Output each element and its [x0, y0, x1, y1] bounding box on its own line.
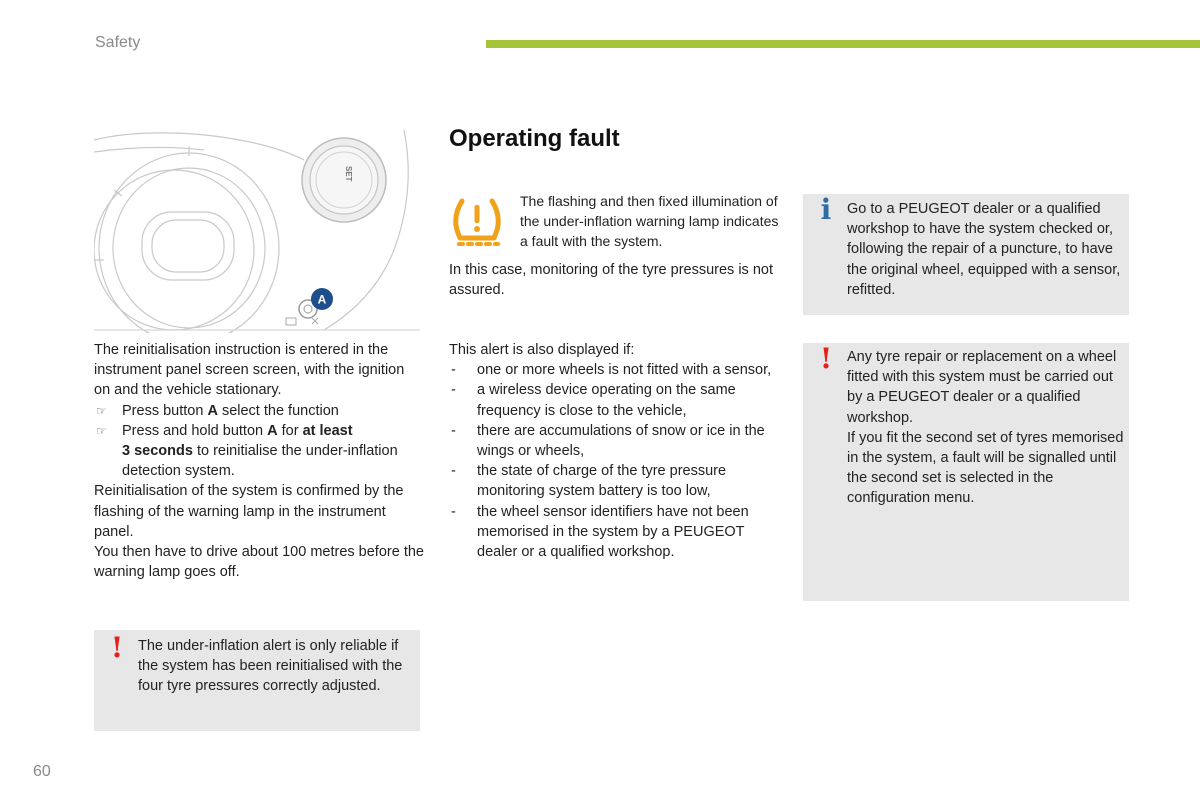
warning-exclamation-icon: !	[110, 631, 124, 664]
info-icon: i	[820, 193, 832, 226]
warning-lamp-description: The flashing and then fixed illumination of the under-inflation warning lamp indicates a fault with the system.	[520, 193, 779, 250]
page-number: 60	[33, 763, 51, 780]
instrument-panel-illustration	[94, 130, 420, 333]
alert-condition-item: - one or more wheels is not fitted with a sensor,	[451, 362, 772, 379]
alert-conditions-intro: This alert is also displayed if:	[449, 342, 635, 358]
svg-text:SET: SET	[344, 166, 353, 182]
tyre-repair-warning-note	[803, 343, 1129, 601]
alert-condition-item: - a wireless device operating on the same frequency is close to the vehicle,	[451, 382, 736, 419]
reinit-drive-note: You then have to drive about 100 metres before the warning lamp goes off.	[94, 544, 424, 581]
button-a-marker	[286, 288, 333, 325]
second-tyre-set-warning-text: If you fit the second set of tyres memorised in the system, a fault will be signalled until the second set is selected in the configuration menu.	[847, 429, 1124, 507]
reinit-intro: The reinitialisation instruction is entered in the instrument panel screen screen, with the ignition on and the vehicle stationary.	[94, 342, 405, 399]
section-accent-bar	[486, 40, 1200, 48]
pointing-finger-icon: ☞	[96, 403, 107, 418]
page-heading: Operating fault	[449, 125, 620, 152]
reinit-confirmation: Reinitialisation of the system is confirmed by the flashing of the warning lamp in the instrument panel.	[94, 483, 404, 540]
section-title: Safety	[95, 34, 141, 51]
dealer-info-text: Go to a PEUGEOT dealer or a qualified workshop to have the system checked or, following the repair of a puncture, to have the original wheel, equipped with a sensor, refitted.	[847, 201, 1121, 298]
dealer-info-note	[803, 194, 1129, 315]
reinit-step-1: ☞ Press button A select the function	[94, 401, 424, 421]
reliability-warning-text: The under-inflation alert is only reliable if the system has been reinitialised with the four tyre pressures correctly adjusted.	[138, 638, 403, 695]
alert-condition-item: - the wheel sensor identifiers have not been memorised in the system by a PEUGEOT dealer or a qualified workshop.	[451, 503, 749, 561]
tyre-pressure-warning-lamp-icon	[450, 195, 504, 249]
alert-conditions	[449, 340, 779, 562]
pointing-finger-icon: ☞	[96, 423, 107, 438]
monitoring-not-assured-text: In this case, monitoring of the tyre pressures is not assured.	[449, 262, 773, 299]
tyre-repair-warning-text: Any tyre repair or replacement on a wheel fitted with this system must be carried out by a PEUGEOT dealer or a qualified workshop.	[847, 349, 1117, 426]
reinitialisation-instructions	[94, 340, 424, 582]
set-button-icon	[302, 138, 386, 222]
reinit-step-2: ☞ Press and hold button A for at least 3 seconds to reinitialise the under-inflation detection system.	[94, 421, 424, 482]
svg-text:A: A	[317, 292, 327, 307]
alert-condition-item: - the state of charge of the tyre pressure monitoring system battery is too low,	[451, 463, 727, 500]
warning-exclamation-icon: !	[819, 342, 833, 375]
reliability-warning-note	[94, 630, 420, 731]
alert-condition-item: - there are accumulations of snow or ice in the wings or wheels,	[451, 422, 765, 460]
